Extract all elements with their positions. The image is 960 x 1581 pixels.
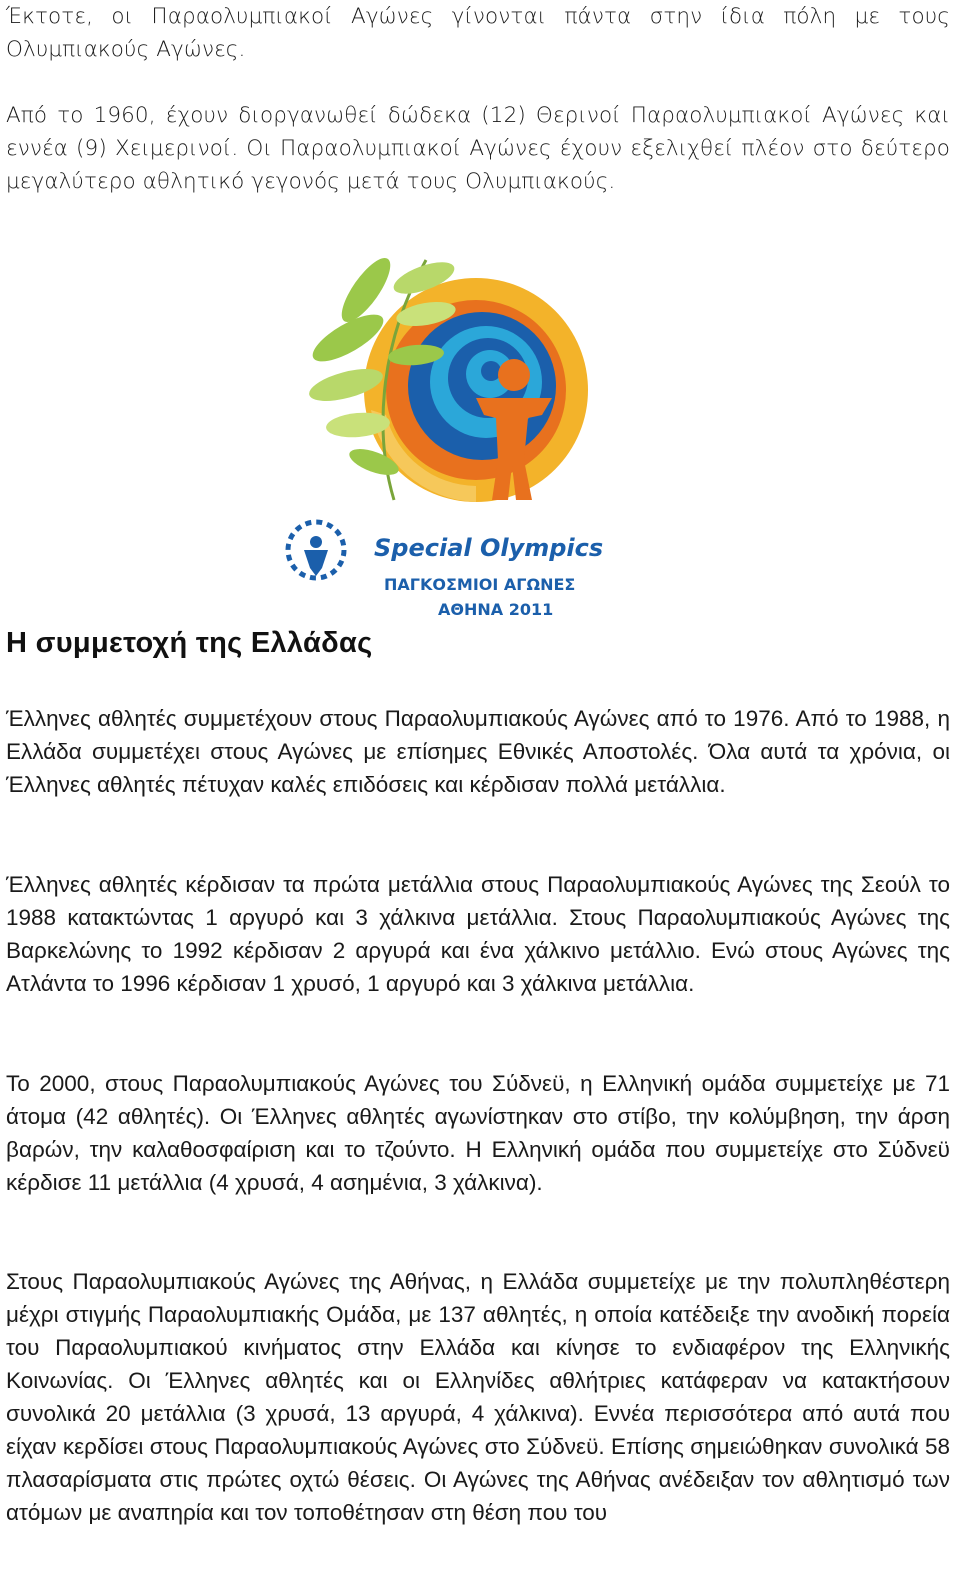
intro-paragraph-2: Από το 1960, έχουν διοργανωθεί δώδεκα (12) Θερινοί Παραολυμπιακοί Αγώνες και εννέα (9) Χειμερινοί. Οι Παραολυμπιακοί Αγώνες έχουν εξελιχθεί πλέον στο δεύτερο μεγαλύτερο αθλητικό γεγονός μετά τους Ολυμπιακούς. [6,103,950,194]
logo-line-2: ΑΘΗΝΑ 2011 [438,600,554,619]
intro-paragraph-1: Έκτοτε, οι Παραολυμπιακοί Αγώνες γίνονται πάντα στην ίδια πόλη με τους Ολυμπιακούς Αγώνες. [6,4,950,62]
section-paragraph-3: Το 2000, στους Παραολυμπιακούς Αγώνες του Σύδνεϋ, η Ελληνική ομάδα συμμετείχε με 71 άτομα (42 αθλητές). Οι Έλληνες αθλητές αγωνίστηκαν στο στίβο, την κολύμβηση, την άρση βαρών, την καλαθοσφαίριση και το τζούντο. Η Ελληνική ομάδα που συμμετείχε στο Σύδνεϋ κέρδισε 11 μετάλλια (4 χρυσά, 4 ασημένια, 3 χάλκινα). [6,1071,950,1195]
special-olympics-athens-2011-logo [276,250,636,625]
logo-graphic [276,250,636,625]
section-paragraph-4: Στους Παραολυμπιακούς Αγώνες της Αθήνας, η Ελλάδα συμμετείχε με την πολυπληθέστερη μέχρι στιγμής Παραολυμπιακής Ομάδα, με 137 αθλητές, η οποία κατέδειξε την ανοδική πορεία του Παραολυμπιακού κινήματος στην Ελλάδα και κίνησε το ενδιαφέρον της Ελληνικής Κοινωνίας. Οι Έλληνες αθλητές και οι Ελληνίδες αθλήτριες κατάφεραν να κατακτήσουν συνολικά 20 μετάλλια (3 χρυσά, 13 αργυρά, 4 χάλκινα). Εννέα περισσότερα από αυτά που είχαν κερδίσει στους Παραολυμπιακούς Αγώνες στο Σύδνεϋ. Επίσης σημειώθηκαν συνολικά 58 πλασαρίσματα στις πρώτες οχτώ θέσεις. Οι Αγώνες της Αθήνας ανέδειξαν τον αθλητισμό των ατόμων με αναπηρία και τον τοποθέτησαν στη θέση που του [6,1269,950,1525]
section-heading: Η συμμετοχή της Ελλάδας [6,627,373,659]
logo-line-1: ΠΑΓΚΟΣΜΙΟΙ ΑΓΩΝΕΣ [384,575,576,594]
special-olympics-mark-icon [288,522,344,578]
section-paragraph-1: Έλληνες αθλητές συμμετέχουν στους Παραολυμπιακούς Αγώνες από το 1976. Από το 1988, η Ελλάδα συμμετέχει στους Αγώνες με επίσημες Εθνικές Αποστολές. Όλα αυτά τα χρόνια, οι Έλληνες αθλητές πέτυχαν καλές επιδόσεις και κέρδισαν πολλά μετάλλια. [6,706,950,797]
logo-brand-text: Special Olympics [374,534,604,562]
section-paragraph-2: Έλληνες αθλητές κέρδισαν τα πρώτα μετάλλια στους Παραολυμπιακούς Αγώνες της Σεούλ το 1988 κατακτώντας 1 αργυρό και 3 χάλκινα μετάλλια. Στους Παραολυμπιακούς Αγώνες της Βαρκελώνης το 1992 κέρδισαν 2 αργυρά και ένα χάλκινο μετάλλιο. Ενώ στους Αγώνες της Ατλάντα το 1996 κέρδισαν 1 χρυσό, 1 αργυρό και 3 χάλκινα μετάλλια. [6,872,950,996]
